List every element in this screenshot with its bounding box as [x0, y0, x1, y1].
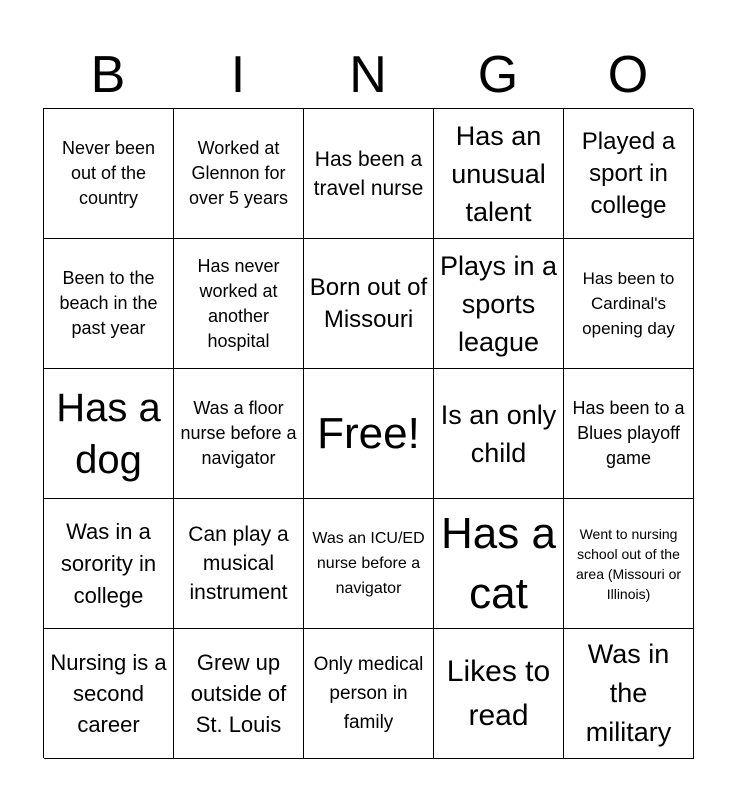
bingo-cell[interactable] — [174, 629, 304, 759]
bingo-cell[interactable] — [564, 109, 694, 239]
cell-text: Worked at Glennon for over 5 years — [188, 138, 289, 208]
cell-text: Has a cat — [441, 508, 556, 618]
bingo-header — [43, 42, 693, 108]
cell-text: Plays in a sports league — [439, 250, 558, 357]
bingo-cell[interactable] — [434, 499, 564, 629]
bingo-cell[interactable] — [304, 499, 434, 629]
bingo-cell[interactable] — [564, 239, 694, 369]
cell-text: Has been a travel nurse — [313, 147, 424, 200]
cell-text: Has been to a Blues playoff game — [572, 398, 685, 468]
header-letter-i: I — [230, 46, 246, 104]
cell-text: Only medical person in family — [313, 654, 424, 733]
cell-text: Has been to Cardinal's opening day — [582, 269, 675, 338]
cell-text: Grew up outside of St. Louis — [190, 650, 287, 737]
cell-text: Was a floor nurse before a navigator — [180, 398, 297, 468]
header-letter-g: G — [477, 46, 519, 104]
cell-text: Has never worked at another hospital — [197, 255, 280, 351]
bingo-cell[interactable] — [434, 369, 564, 499]
bingo-cell[interactable] — [174, 499, 304, 629]
cell-text: Played a sport in college — [581, 127, 676, 219]
cell-text: Was in the military — [585, 639, 672, 747]
header-letter-b: B — [90, 46, 126, 104]
cell-text: Nursing is a second career — [50, 650, 167, 737]
bingo-cell[interactable] — [44, 499, 174, 629]
bingo-cell[interactable] — [434, 109, 564, 239]
bingo-cell[interactable] — [44, 109, 174, 239]
cell-text: Been to the beach in the past year — [59, 268, 158, 338]
cell-text: Is an only child — [440, 399, 557, 468]
cell-text: Has an unusual talent — [451, 120, 546, 227]
bingo-cell[interactable] — [304, 239, 434, 369]
bingo-cell[interactable] — [44, 369, 174, 499]
bingo-cell[interactable] — [304, 629, 434, 759]
header-letter-o: O — [607, 46, 649, 104]
bingo-cell[interactable] — [174, 239, 304, 369]
header-letter-n: N — [349, 46, 387, 104]
bingo-cell[interactable] — [564, 499, 694, 629]
free-cell[interactable] — [304, 369, 434, 499]
bingo-cell[interactable] — [434, 239, 564, 369]
bingo-cell[interactable] — [434, 629, 564, 759]
cell-text: Can play a musical instrument — [188, 523, 289, 604]
cell-text: Never been out of the country — [61, 138, 156, 208]
cell-text: Was an ICU/ED nurse before a navigator — [312, 530, 425, 597]
cell-text: Was in a sorority in college — [60, 518, 157, 608]
bingo-grid — [43, 108, 693, 758]
bingo-cell[interactable] — [44, 239, 174, 369]
bingo-cell[interactable] — [564, 369, 694, 499]
bingo-cell[interactable] — [564, 629, 694, 759]
cell-text: Born out of Missouri — [309, 273, 428, 333]
cell-text: Likes to read — [446, 654, 551, 732]
cell-text: Free! — [317, 408, 420, 458]
bingo-cell[interactable] — [174, 109, 304, 239]
cell-text: Went to nursing school out of the area (Missouri or Illinois) — [575, 525, 682, 602]
bingo-cell[interactable] — [174, 369, 304, 499]
bingo-cell[interactable] — [44, 629, 174, 759]
cell-text: Has a dog — [56, 385, 161, 482]
bingo-cell[interactable] — [304, 109, 434, 239]
